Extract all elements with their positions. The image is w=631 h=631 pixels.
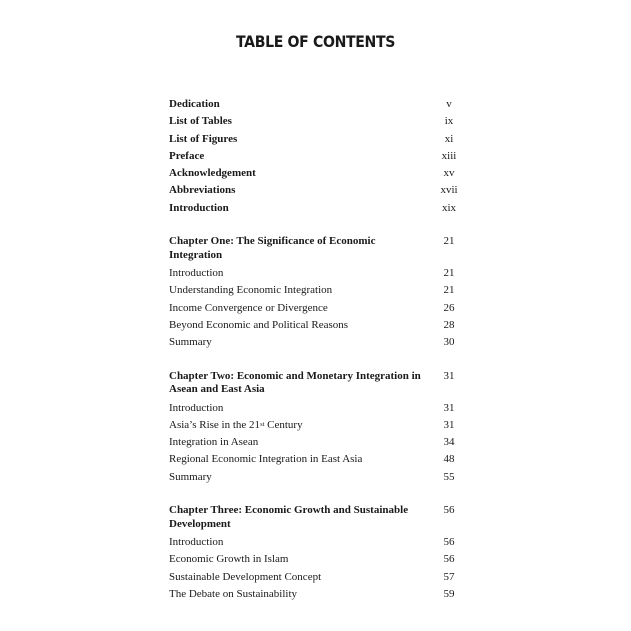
chapter-title: Chapter Three: Economic Growth and Sustainable Development <box>169 504 409 530</box>
toc-page-number: 26 <box>443 301 455 314</box>
toc-section-entry[interactable] <box>169 265 464 282</box>
toc-page-number: 34 <box>443 436 455 449</box>
toc-page-number: ix <box>444 115 454 128</box>
toc-page-number: 28 <box>443 318 455 331</box>
toc-entry-label: Beyond Economic and Political Reasons <box>169 318 349 331</box>
table-of-contents <box>169 96 464 621</box>
toc-entry-label <box>169 417 303 434</box>
toc-entry-label: Introduction <box>169 401 224 414</box>
toc-entry-label: Sustainable Development Concept <box>169 570 322 583</box>
toc-entry-label: Integration in Asean <box>169 436 259 449</box>
toc-entry-label: List of Tables <box>169 115 232 128</box>
chapter-one <box>169 235 464 351</box>
toc-page-number: 59 <box>443 587 455 600</box>
toc-section-entry[interactable] <box>169 334 464 351</box>
toc-entry-label: Summary <box>169 470 212 483</box>
ordinal-superscript: st <box>260 420 265 428</box>
toc-section-entry[interactable] <box>169 282 464 299</box>
toc-entry-label: List of Figures <box>169 132 238 145</box>
chapter-title: Chapter Two: Economic and Monetary Integration in Asean and East Asia <box>169 369 421 396</box>
toc-section-entry[interactable] <box>169 469 464 486</box>
toc-page-number: 21 <box>443 284 455 297</box>
toc-section-entry[interactable] <box>169 551 464 568</box>
chapter-title: Chapter One: The Significance of Economic Integration <box>169 235 376 261</box>
toc-entry-acknowledgement[interactable] <box>169 165 464 182</box>
toc-page-number: 21 <box>443 267 455 280</box>
toc-page-number: 56 <box>443 536 455 549</box>
toc-entry-abbreviations[interactable] <box>169 182 464 199</box>
toc-section-entry[interactable] <box>169 586 464 603</box>
toc-entry-label: Acknowledgement <box>169 167 256 180</box>
label-text: Asia’s Rise in the 21 <box>169 418 261 431</box>
chapter-two <box>169 370 464 486</box>
toc-page-number: 48 <box>443 453 455 466</box>
toc-section-entry[interactable] <box>169 300 464 317</box>
toc-chapter-heading[interactable] <box>169 235 464 262</box>
toc-chapter-heading[interactable] <box>169 370 464 397</box>
toc-section-entry[interactable] <box>169 434 464 451</box>
front-matter <box>169 96 464 217</box>
toc-entry-label: Economic Growth in Islam <box>169 553 289 566</box>
toc-entry-list-of-figures[interactable] <box>169 131 464 148</box>
toc-entry-label: Introduction <box>169 536 224 549</box>
toc-entry-label: Abbreviations <box>169 184 236 197</box>
toc-entry-label: Income Convergence or Divergence <box>169 301 328 314</box>
toc-page-number: 31 <box>443 369 455 382</box>
toc-entry-label: Introduction <box>169 201 229 214</box>
toc-entry-label: Summary <box>169 336 212 349</box>
toc-entry-dedication[interactable] <box>169 96 464 113</box>
toc-section-entry[interactable] <box>169 534 464 551</box>
toc-page-number: xv <box>443 167 455 180</box>
toc-page-number: v <box>446 98 452 110</box>
toc-page-number: xix <box>441 201 457 214</box>
toc-section-entry[interactable] <box>169 417 464 434</box>
chapter-three <box>169 504 464 603</box>
toc-section-entry[interactable] <box>169 400 464 417</box>
toc-section-entry[interactable] <box>169 317 464 334</box>
toc-entry-label: Introduction <box>169 267 224 280</box>
toc-entry-label: Understanding Economic Integration <box>169 284 333 297</box>
toc-entry-list-of-tables[interactable] <box>169 113 464 130</box>
toc-page-number: 30 <box>443 336 455 349</box>
page-title: TABLE OF CONTENTS <box>236 32 395 51</box>
toc-page-number: 57 <box>443 570 455 583</box>
toc-entry-label: The Debate on Sustainability <box>169 587 297 600</box>
toc-entry-label: Dedication <box>169 98 220 110</box>
toc-entry-preface[interactable] <box>169 148 464 165</box>
toc-entry-introduction[interactable] <box>169 200 464 217</box>
toc-page-number: 21 <box>443 235 455 248</box>
toc-page-number: xvii <box>440 184 458 197</box>
label-text: Century <box>264 418 303 431</box>
toc-page-number: 31 <box>443 418 455 431</box>
toc-page-number: xiii <box>441 149 457 162</box>
toc-page-number: 31 <box>443 401 455 414</box>
toc-section-entry[interactable] <box>169 451 464 468</box>
toc-entry-label: Regional Economic Integration in East Asia <box>169 453 363 466</box>
toc-section-entry[interactable] <box>169 569 464 586</box>
toc-page-number: xi <box>444 132 454 145</box>
toc-entry-label: Preface <box>169 149 205 162</box>
toc-page-number: 56 <box>443 504 455 517</box>
toc-page-number: 55 <box>443 470 455 483</box>
toc-page-number: 56 <box>443 553 455 566</box>
toc-chapter-heading[interactable] <box>169 504 464 531</box>
